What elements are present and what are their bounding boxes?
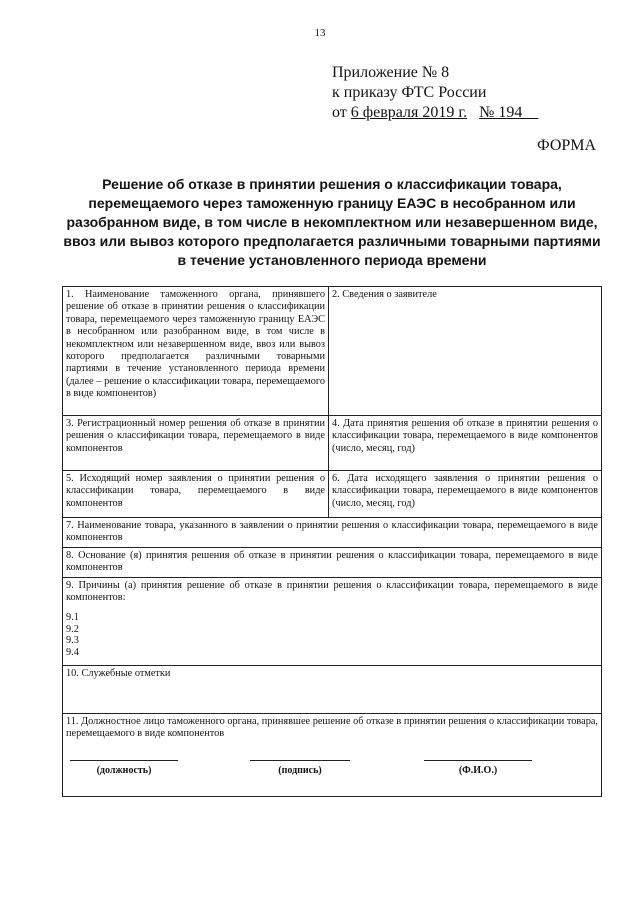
name-caption: (Ф.И.О.) <box>458 765 498 777</box>
field-9-item: 9.3 <box>66 635 79 647</box>
signature-caption: (подпись) <box>278 765 322 777</box>
field-2: 2. Сведения о заявителе <box>329 287 602 416</box>
signature-row <box>66 754 598 794</box>
field-9 <box>63 577 602 665</box>
field-4: 4. Дата принятия решения об отказе в принятии решения о классификации товара, перемещаемого в виде компонентов (число, месяц, год) <box>329 416 602 471</box>
appendix-date: 6 февраля 2019 г. <box>350 104 468 121</box>
appendix-number: 194 <box>498 104 523 121</box>
appendix-date-line <box>332 103 538 123</box>
field-10: 10. Служебные отметки <box>63 665 602 713</box>
appendix-number-label: № <box>479 104 495 121</box>
page-number: 13 <box>314 27 326 39</box>
field-11-text: 11. Должностное лицо таможенного органа, принявшее решение об отказе в принятии решения о классификации товара, перемещаемого в виде компонентов <box>66 715 598 740</box>
field-5: 5. Исходящий номер заявления о принятии решения о классификации товара, перемещаемого в виде компонентов <box>63 471 329 518</box>
field-9-item: 9.2 <box>66 623 79 635</box>
field-9-item: 9.4 <box>66 646 79 658</box>
appendix-line-1: Приложение № 8 <box>332 64 450 81</box>
appendix-date-prefix: от <box>332 104 347 121</box>
name-slot <box>424 760 532 777</box>
field-3: 3. Регистрационный номер решения об отказе в принятии решения о классификации товара, перемещаемого в виде компонентов <box>63 416 329 471</box>
field-9-items <box>66 612 598 658</box>
field-7: 7. Наименование товара, указанного в заявлении о принятии решения о классификации товара, перемещаемого в виде компонентов <box>63 518 602 548</box>
field-9-text: 9. Причины (а) принятия решение об отказе в принятии решения о классификации товара, перемещаемого в виде компонентов: <box>66 579 598 604</box>
appendix-block <box>332 63 538 123</box>
field-8: 8. Основание (я) принятия решения об отказе в принятии решения о классификации товара, перемещаемого в виде компонентов <box>63 547 602 577</box>
form-label: ФОРМА <box>537 137 597 154</box>
position-caption: (должность) <box>96 765 152 777</box>
appendix-line-2: к приказу ФТС России <box>332 84 487 101</box>
field-6: 6. Дата исходящего заявления о принятии решения о классификации товара, перемещаемого в виде компонентов (число, месяц, год) <box>329 471 602 518</box>
field-1: 1. Наименование таможенного органа, принявшего решение об отказе в принятии решения о классификации товара, перемещаемого через таможенную границу ЕАЭС в несобранном или разобранном виде, в том числе в некомплектном или незавершенном виде, ввоз или вывоз которого предполагается различными товарными партиями в течение установленного периода времени (далее – решение о классификации товара, перемещаемого в виде компонентов) <box>63 287 329 416</box>
field-11 <box>63 713 602 797</box>
signature-slot <box>250 760 350 777</box>
field-9-item: 9.1 <box>66 612 79 624</box>
document-title: Решение об отказе в принятии решения о классификации товара, перемещаемого через таможенную границу ЕАЭС в несобранном или разобранном виде, в том числе в некомплектном или незавершенном виде, ввоз или вывоз которого предполагается различными товарными партиями в течение установленного периода времени <box>63 176 601 268</box>
position-signature-slot <box>70 760 178 777</box>
form-table <box>62 286 602 797</box>
